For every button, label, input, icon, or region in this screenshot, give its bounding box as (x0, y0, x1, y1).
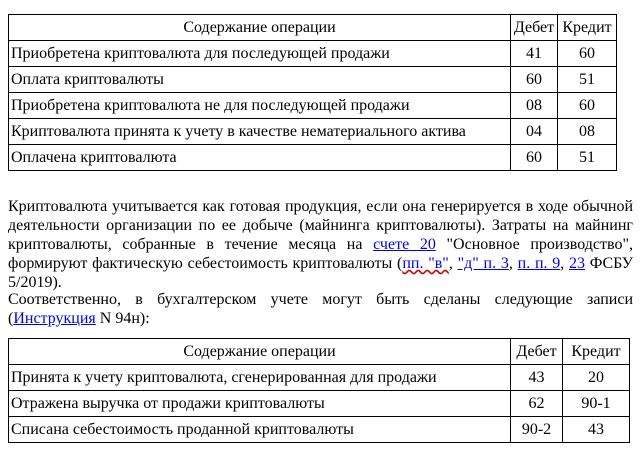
paragraph-text: "Основное производство", формируют фактическую себестоимость криптовалюты ( (8, 236, 633, 272)
paragraph-text: N 94н): (95, 310, 150, 327)
credit-account: 20 (563, 365, 630, 391)
debit-account: 04 (511, 119, 558, 145)
credit-account: 08 (558, 119, 617, 145)
operation-description: Принята к учету криптовалюта, сгенерированная для продажи (9, 365, 511, 391)
table-row (9, 417, 630, 443)
credit-account: 43 (563, 417, 630, 443)
debit-account: 08 (511, 93, 558, 119)
table-row (9, 391, 630, 417)
table-row (9, 67, 617, 93)
mining-explanation-paragraph (8, 197, 633, 292)
operation-description: Оплачена криптовалюта (9, 145, 511, 171)
separator-text: , (508, 255, 518, 272)
table-row (9, 41, 617, 67)
debit-account: 62 (511, 391, 563, 417)
header-operation: Содержание операции (9, 15, 511, 41)
header-operation: Содержание операции (9, 339, 511, 365)
table-header-row (9, 339, 630, 365)
clause-p9-link[interactable]: п. п. 9 (517, 255, 561, 272)
operation-description: Списана себестоимость проданной криптовалюты (9, 417, 511, 443)
debit-account: 60 (511, 145, 558, 171)
credit-account: 90-1 (563, 391, 630, 417)
operation-description: Приобретена криптовалюта не для последующей продажи (9, 93, 511, 119)
paragraph-text: ФСБУ 5/2019). (8, 255, 634, 291)
debit-account: 90-2 (511, 417, 563, 443)
credit-account: 51 (558, 145, 617, 171)
debit-account: 43 (511, 365, 563, 391)
credit-account: 60 (558, 41, 617, 67)
separator-text: , (448, 255, 458, 272)
instruction-link[interactable]: Инструкция (13, 310, 96, 327)
separator-text: , (560, 255, 570, 272)
table-row (9, 365, 630, 391)
operation-description: Криптовалюта принята к учету в качестве нематериального актива (9, 119, 511, 145)
credit-account: 51 (558, 67, 617, 93)
operation-description: Приобретена криптовалюта для последующей продажи (9, 41, 511, 67)
clause-d-p3-link[interactable]: "д" п. 3 (457, 255, 509, 272)
header-debit: Дебет (511, 15, 558, 41)
operations-table-mining (8, 338, 630, 443)
table-row (9, 119, 617, 145)
account-20-link[interactable]: счете 20 (373, 236, 436, 253)
header-credit: Кредит (563, 339, 630, 365)
table-header-row (9, 15, 617, 41)
operation-description: Отражена выручка от продажи криптовалюты (9, 391, 511, 417)
table-row (9, 145, 617, 171)
operations-table-purchase (8, 14, 617, 171)
header-debit: Дебет (511, 339, 563, 365)
clause-pp-v-link[interactable]: пп. "в" (402, 255, 449, 272)
table-row (9, 93, 617, 119)
debit-account: 41 (511, 41, 558, 67)
accounting-entries-paragraph (8, 290, 633, 328)
clause-23-link[interactable]: 23 (569, 255, 586, 272)
header-credit: Кредит (558, 15, 617, 41)
paragraph-text: Соответственно, в бухгалтерском учете могут быть сделаны следующие записи ( (8, 291, 633, 327)
debit-account: 60 (511, 67, 558, 93)
paragraph-text: Криптовалюта учитывается как готовая продукция, если она генерируется в ходе обычной деятельности организации по ее добыче (майнинга криптовалюты). Затраты на майнинг криптовалюты, собранные в течение месяца на (8, 198, 633, 253)
operation-description: Оплата криптовалюты (9, 67, 511, 93)
credit-account: 60 (558, 93, 617, 119)
